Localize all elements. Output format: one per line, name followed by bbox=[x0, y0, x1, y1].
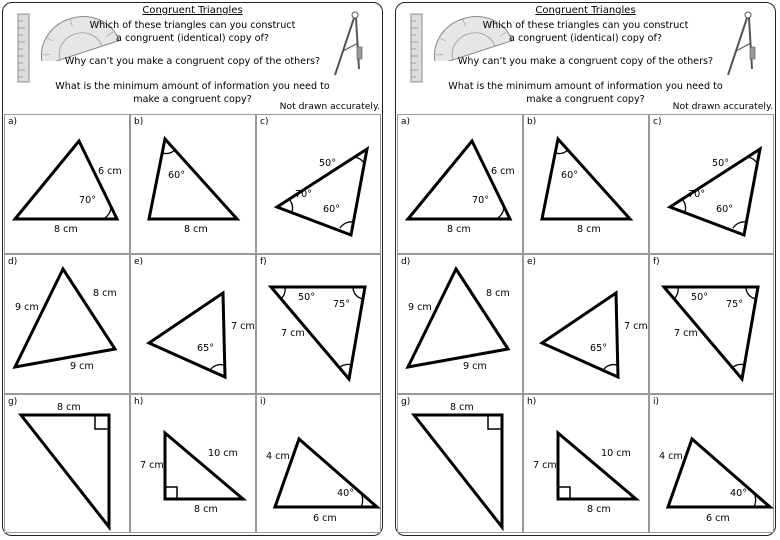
label-angle-left: 70° bbox=[295, 189, 313, 200]
question-1: Which of these triangles can you construct a congruent (identical) copy of? bbox=[89, 20, 296, 44]
cell-h: h) 7 cm 10 cm 8 cm bbox=[130, 394, 256, 533]
label-angle-left: 50° bbox=[691, 292, 709, 303]
label-angle-right: 75° bbox=[333, 299, 351, 310]
cell-e: e) 7 cm 65° bbox=[130, 254, 256, 394]
label-side: 7 cm bbox=[231, 321, 255, 332]
cell-f: f) 50° 75° 7 cm bbox=[649, 254, 774, 394]
label-side-left: 4 cm bbox=[266, 451, 290, 462]
triangle-d bbox=[398, 255, 524, 395]
label-base: 8 cm bbox=[184, 224, 208, 235]
label-angle-left: 50° bbox=[298, 292, 316, 303]
label-angle: 60° bbox=[168, 170, 186, 181]
label-angle-top: 50° bbox=[319, 158, 337, 169]
label-angle: 65° bbox=[197, 343, 215, 354]
triangle-grid bbox=[4, 114, 381, 533]
triangle-f bbox=[650, 255, 775, 395]
cell-a: a) 6 cm 70° 8 cm bbox=[4, 114, 130, 254]
label-angle: 40° bbox=[337, 488, 355, 499]
cell-h: h) 7 cm 10 cm 8 cm bbox=[523, 394, 649, 533]
label-side-left: 7 cm bbox=[674, 328, 698, 339]
label-side-left: 7 cm bbox=[281, 328, 305, 339]
cell-i: i) 4 cm 40° 6 cm bbox=[256, 394, 381, 533]
triangle-g bbox=[398, 395, 524, 534]
label-base: 8 cm bbox=[194, 504, 218, 515]
label-angle: 70° bbox=[79, 195, 97, 206]
question-2: Why can’t you make a congruent copy of the others? bbox=[457, 56, 714, 67]
question-3: What is the minimum amount of information you need to make a congruent copy? bbox=[55, 81, 330, 105]
label-side: 6 cm bbox=[491, 166, 515, 177]
label-angle: 65° bbox=[590, 343, 608, 354]
label-side-left: 4 cm bbox=[659, 451, 683, 462]
cell-e: e) 7 cm 65° bbox=[523, 254, 649, 394]
triangle-grid bbox=[397, 114, 774, 533]
label-angle-top: 50° bbox=[712, 158, 730, 169]
cell-b: b) 60° 8 cm bbox=[523, 114, 649, 254]
label-side-top: 8 cm bbox=[450, 402, 474, 413]
worksheet-title: Congruent Triangles bbox=[535, 5, 636, 16]
label-side-top: 8 cm bbox=[57, 402, 81, 413]
label-base: 8 cm bbox=[54, 224, 78, 235]
label-side-left: 9 cm bbox=[408, 302, 432, 313]
cell-d: d) 9 cm 8 cm 9 cm bbox=[4, 254, 130, 394]
label-base: 8 cm bbox=[447, 224, 471, 235]
worksheet-title: Congruent Triangles bbox=[142, 5, 243, 16]
label-side-hyp: 10 cm bbox=[208, 448, 238, 459]
triangle-g bbox=[5, 395, 131, 534]
label-side-hyp: 10 cm bbox=[601, 448, 631, 459]
cell-d: d) 9 cm 8 cm 9 cm bbox=[397, 254, 523, 394]
triangle-c bbox=[650, 115, 775, 255]
label-side: 6 cm bbox=[98, 166, 122, 177]
label-base: 8 cm bbox=[577, 224, 601, 235]
label-angle: 70° bbox=[472, 195, 490, 206]
question-3: What is the minimum amount of information you need to make a congruent copy? bbox=[448, 81, 723, 105]
label-side-left: 9 cm bbox=[15, 302, 39, 313]
label-side-top: 8 cm bbox=[486, 288, 510, 299]
cell-g: g) 8 cm bbox=[4, 394, 130, 533]
label-side-left: 7 cm bbox=[140, 460, 164, 471]
not-drawn-accurately-note: Not drawn accurately. bbox=[672, 101, 773, 112]
triangle-c bbox=[257, 115, 382, 255]
question-2: Why can’t you make a congruent copy of the others? bbox=[64, 56, 321, 67]
cell-b: b) 60° 8 cm bbox=[130, 114, 256, 254]
cell-c: c) 50° 70° 60° bbox=[649, 114, 774, 254]
label-angle-left: 70° bbox=[688, 189, 706, 200]
label-angle-right: 75° bbox=[726, 299, 744, 310]
label-angle-bottom: 60° bbox=[323, 204, 341, 215]
label-angle-bottom: 60° bbox=[716, 204, 734, 215]
label-side-bottom: 9 cm bbox=[463, 361, 487, 372]
not-drawn-accurately-note: Not drawn accurately. bbox=[279, 101, 380, 112]
label-side: 7 cm bbox=[624, 321, 648, 332]
label-angle: 40° bbox=[730, 488, 748, 499]
worksheet-left bbox=[2, 2, 383, 536]
label-base: 8 cm bbox=[587, 504, 611, 515]
triangle-d bbox=[5, 255, 131, 395]
label-side-left: 7 cm bbox=[533, 460, 557, 471]
cell-c: c) 50° 70° 60° bbox=[256, 114, 381, 254]
cell-g: g) 8 cm bbox=[397, 394, 523, 533]
question-1: Which of these triangles can you construct a congruent (identical) copy of? bbox=[482, 20, 689, 44]
label-angle: 60° bbox=[561, 170, 579, 181]
label-base: 6 cm bbox=[313, 513, 337, 524]
triangle-f bbox=[257, 255, 382, 395]
cell-a: a) 6 cm 70° 8 cm bbox=[397, 114, 523, 254]
cell-i: i) 4 cm 40° 6 cm bbox=[649, 394, 774, 533]
label-side-top: 8 cm bbox=[93, 288, 117, 299]
cell-f: f) 50° 75° 7 cm bbox=[256, 254, 381, 394]
worksheet-right bbox=[395, 2, 776, 536]
label-base: 6 cm bbox=[706, 513, 730, 524]
label-side-bottom: 9 cm bbox=[70, 361, 94, 372]
